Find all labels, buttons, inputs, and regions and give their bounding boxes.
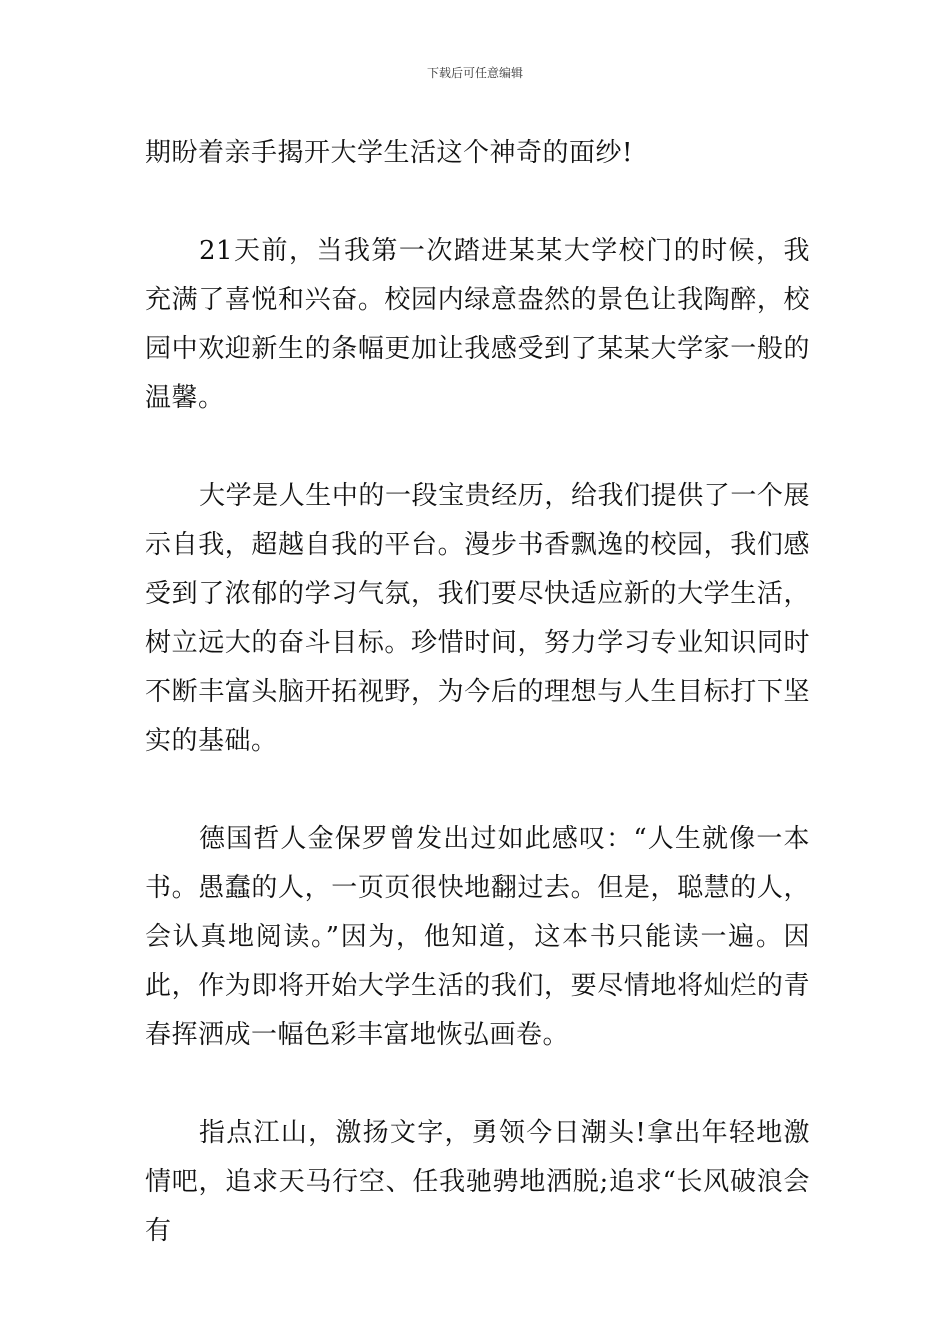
document-body xyxy=(145,129,810,1256)
paragraph-1: 期盼着亲手揭开大学生活这个神奇的面纱! xyxy=(145,138,633,168)
paragraph-5: 指点江山，激扬文字，勇领今日潮头!拿出年轻地激情吧，追求天马行空、任我驰骋地洒脱;追求“长风破浪会有 xyxy=(145,1118,810,1246)
paragraph-3: 大学是人生中的一段宝贵经历，给我们提供了一个展示自我，超越自我的平台。漫步书香飘逸的校园，我们感受到了浓郁的学习气氛，我们要尽快适应新的大学生活，树立远大的奋斗目标。珍惜时间，努力学习专业知识同时不断丰富头脑开拓视野，为今后的理想与人生目标打下坚实的基础。 xyxy=(145,481,810,756)
header-note: 下载后可任意编辑 xyxy=(426,66,523,80)
paragraph-2: 21天前，当我第一次踏进某某大学校门的时候，我充满了喜悦和兴奋。校园内绿意盎然的景色让我陶醉，校园中欢迎新生的条幅更加让我感受到了某某大学家一般的温馨。 xyxy=(145,236,810,413)
paragraph-4: 德国哲人金保罗曾发出过如此感叹：“人生就像一本书。愚蠢的人，一页页很快地翻过去。但是，聪慧的人，会认真地阅读。”因为，他知道，这本书只能读一遍。因此，作为即将开始大学生活的我们，要尽情地将灿烂的青春挥洒成一幅色彩丰富地恢弘画卷。 xyxy=(145,824,810,1050)
